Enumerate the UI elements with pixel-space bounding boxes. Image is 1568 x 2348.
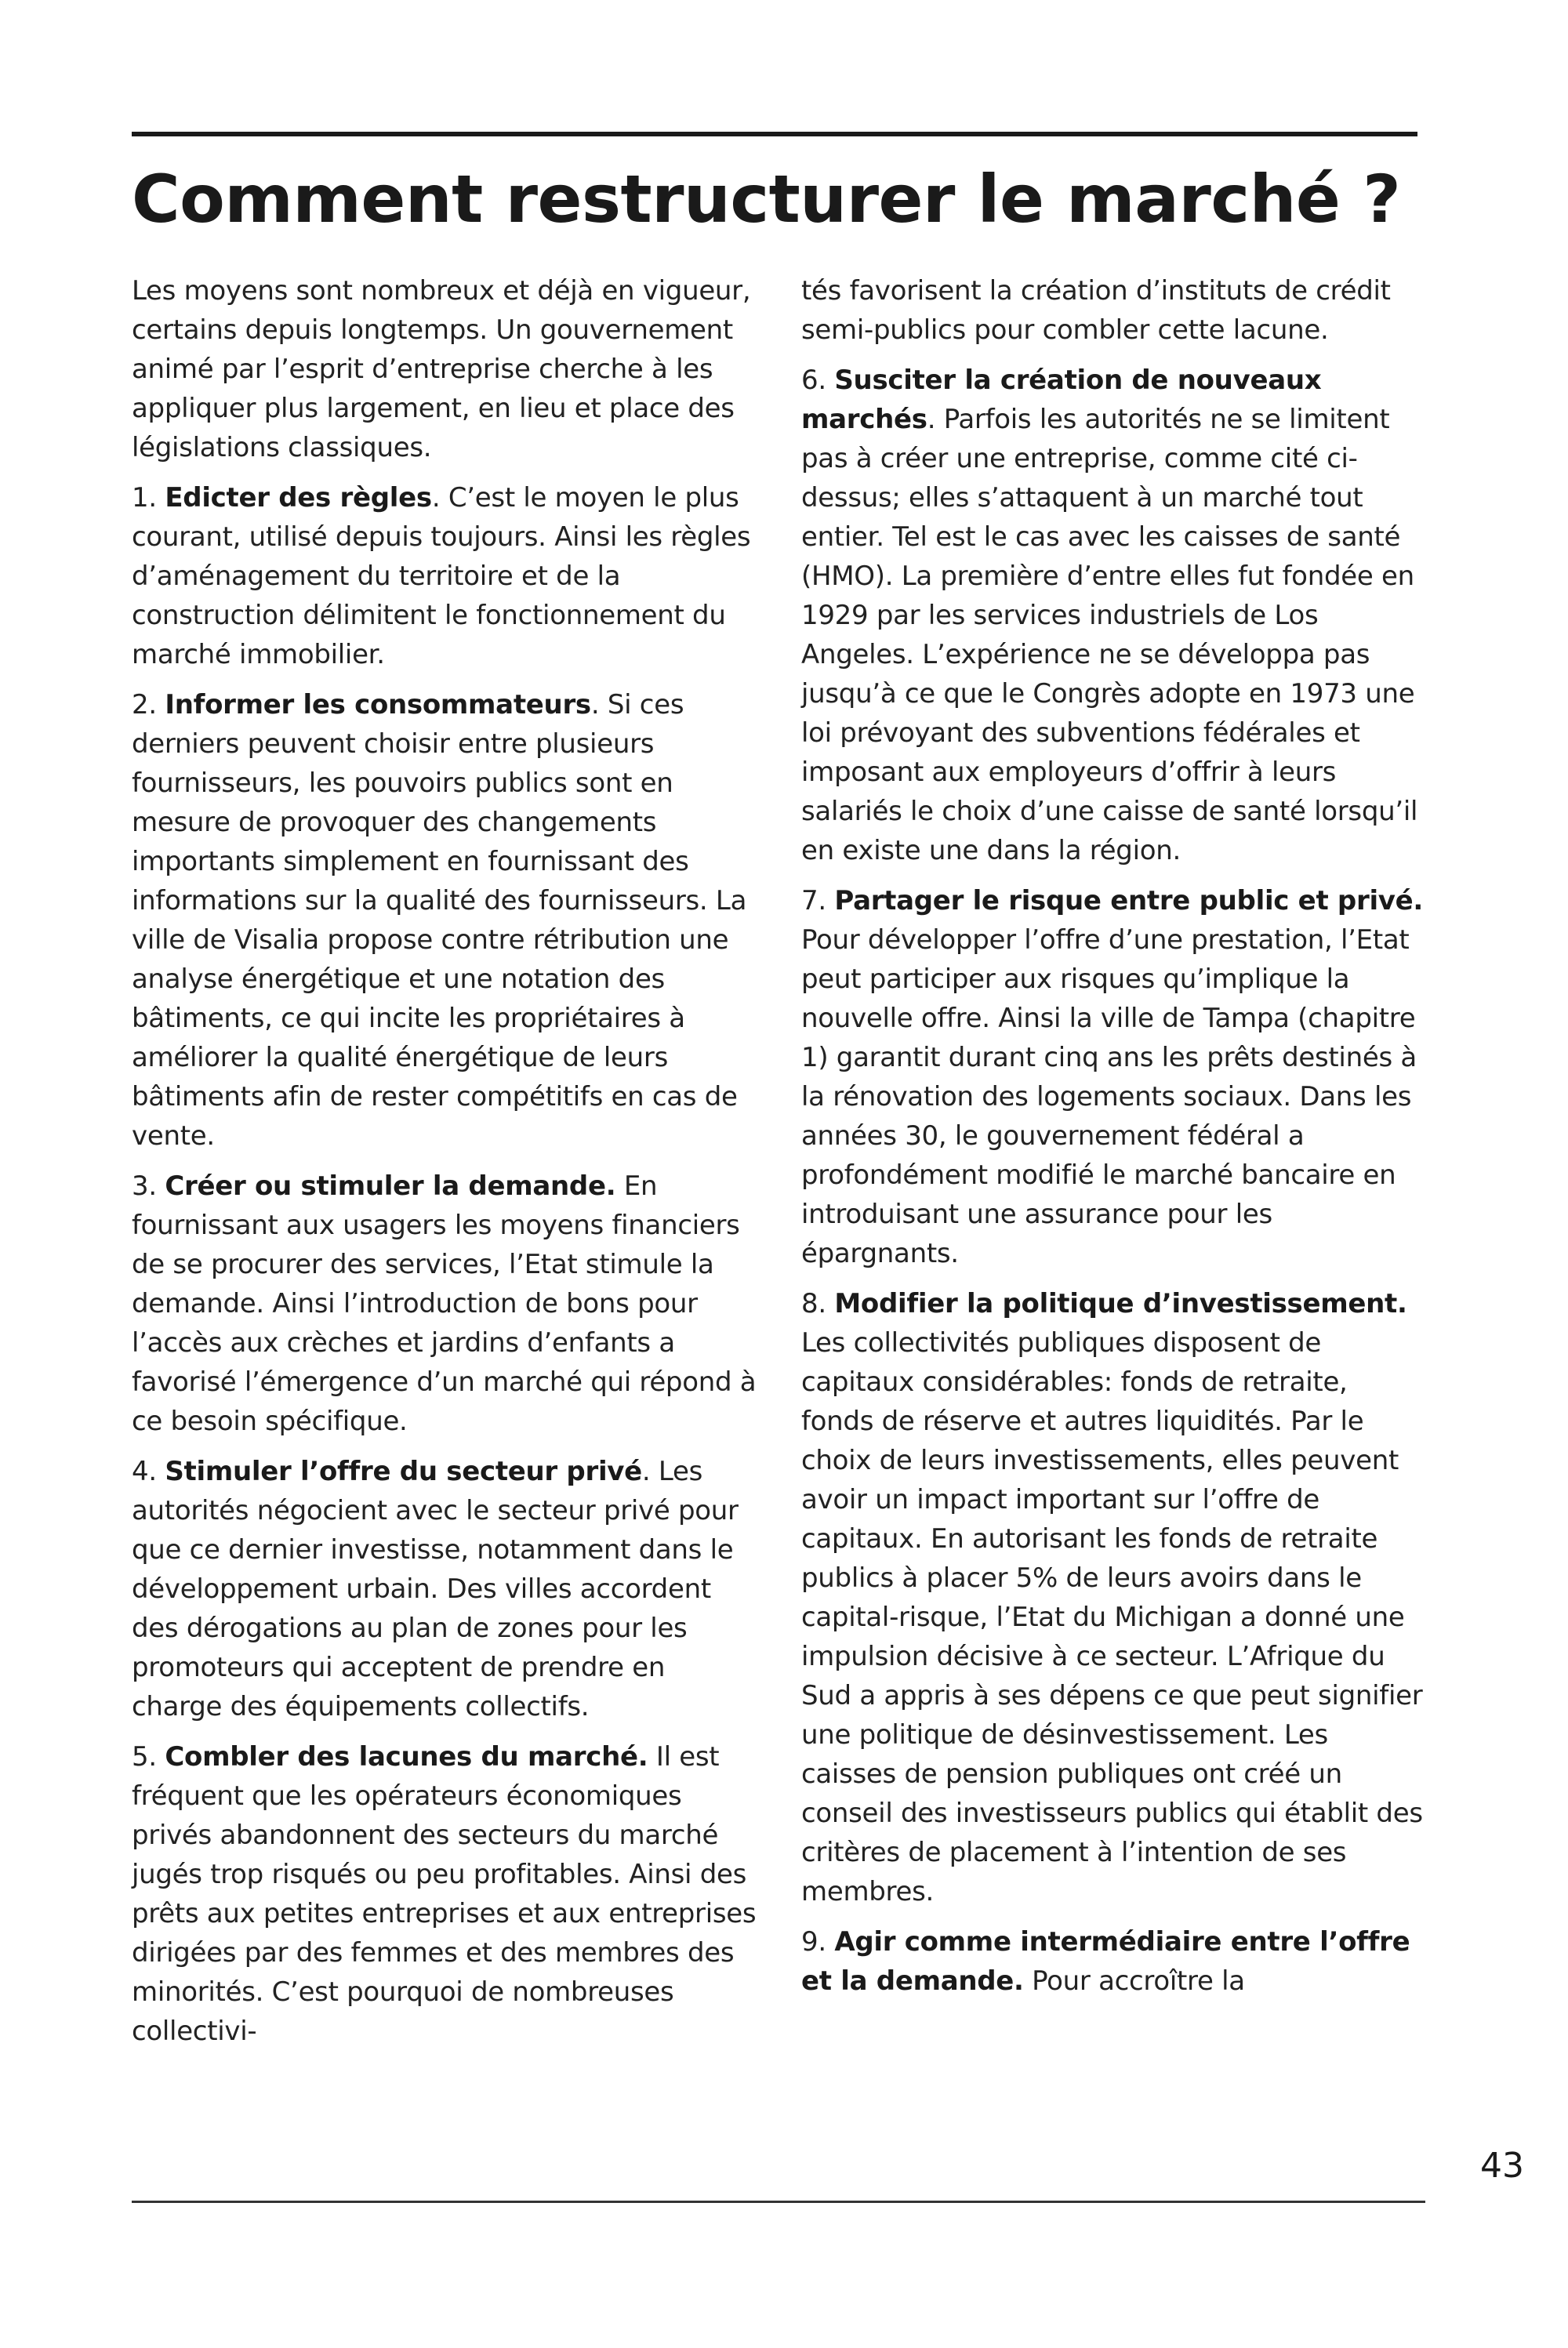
page-number: 43 [1480, 2146, 1524, 2186]
paragraph-heading: Créer ou stimuler la demande. [165, 1170, 616, 1202]
paragraph-heading: Informer les consommateurs [165, 689, 591, 720]
paragraph-text: . Parfois les autorités ne se limitent pas à créer une entreprise, comme cité ci-dessus; elles s’attaquent à un marché tout entier. Tel est le cas avec les caisses de santé (HMO). La première d’entre elles fut fondée en 1929 par les services industriels de Los Angeles. L’expérience ne se développa pas jusqu’à ce que le Congrès adopte en 1973 une loi prévoyant des subventions fédérales et imposant aux employeurs d’offrir à leurs salariés le choix d’une caisse de santé lorsqu’il en existe une dans la région. [801, 404, 1418, 866]
paragraph-heading: Susciter la création de nouveaux marchés [801, 365, 1322, 435]
paragraph-number: 8. [801, 1288, 835, 1319]
paragraph-text: . Les autorités négocient avec le secteur privé pour que ce dernier investisse, notamment dans le développement urbain. Des villes accordent des dérogations au plan de zones pour les promoteurs qui acceptent de prendre en charge des équipements collectifs. [132, 1456, 739, 1722]
paragraph-2 [132, 685, 757, 1156]
paragraph-heading: Edicter des règles [165, 482, 432, 514]
paragraph-heading: Partager le risque entre public et privé. [834, 885, 1424, 916]
paragraph-9 [801, 1922, 1427, 2001]
paragraph-text: . Si ces derniers peuvent choisir entre plusieurs fournisseurs, les pouvoirs publics sont en mesure de provoquer des changements importants simplement en fournissant des informations sur la qualité des fournisseurs. La ville de Visalia propose contre rétribution une analyse énergétique et une notation des bâtiments, ce qui incite les propriétaires à améliorer la qualité énergétique de leurs bâtiments afin de rester compétitifs en cas de vente. [132, 689, 747, 1152]
bottom-rule [132, 2201, 1425, 2203]
paragraph-heading: Stimuler l’offre du secteur privé [165, 1456, 642, 1487]
left-column [132, 271, 757, 2062]
paragraph-text: Les moyens sont nombreux et déjà en vigueur, certains depuis longtemps. Un gouvernement animé par l’esprit d’entreprise cherche à les appliquer plus largement, en lieu et place des législations classiques. [132, 275, 751, 463]
paragraph-1 [132, 478, 757, 674]
paragraph-text: Pour développer l’offre d’une prestation, l’Etat peut participer aux risques qu’implique la nouvelle offre. Ainsi la ville de Tampa (chapitre 1) garantit durant cinq ans les prêts destinés à la rénovation des logements sociaux. Dans les années 30, le gouvernement fédéral a profondément modifié le marché bancaire en introduisant une assurance pour les épargnants. [801, 924, 1417, 1269]
paragraph-number: 9. [801, 1926, 835, 1958]
paragraph-4 [132, 1452, 757, 1726]
paragraph-number: 4. [132, 1456, 165, 1487]
paragraph-number: 7. [801, 885, 835, 916]
paragraph-6 [801, 361, 1427, 870]
paragraph-number: 1. [132, 482, 165, 514]
paragraph-3 [132, 1167, 757, 1441]
paragraph-text: tés favorisent la création d’instituts de crédit semi-publics pour combler cette lacune. [801, 275, 1391, 346]
paragraph-heading: Modifier la politique d’investissement. [834, 1288, 1407, 1319]
paragraph-5 [132, 1737, 757, 2051]
paragraph-number: 2. [132, 689, 165, 720]
paragraph-text: En fournissant aux usagers les moyens financiers de se procurer des services, l’Etat stimule la demande. Ainsi l’introduction de bons pour l’accès aux crèches et jardins d’enfants a favorisé l’émergence d’un marché qui répond à ce besoin spécifique. [132, 1170, 757, 1437]
paragraph-text: Les collectivités publiques disposent de capitaux considérables: fonds de retraite, fonds de réserve et autres liquidités. Par le choix de leurs investissements, elles peuvent avoir un impact important sur l’offre de capitaux. En autorisant les fonds de retraite publics à placer 5% de leurs avoirs dans le capital-risque, l’Etat du Michigan a donné une impulsion décisive à ce secteur. L’Afrique du Sud a appris à ses dépens ce que peut signifier une politique de désinvestissement. Les caisses de pension publiques ont créé un conseil des investisseurs publics qui établit des critères de placement à l’intention de ses membres. [801, 1327, 1423, 1907]
paragraph-number: 5. [132, 1741, 165, 1773]
paragraph-heading: Agir comme intermédiaire entre l’offre et la demande. [801, 1926, 1410, 1997]
right-column [801, 271, 1427, 2012]
page-title: Comment restructurer le marché ? [132, 161, 1401, 238]
paragraph-intro [132, 271, 757, 467]
paragraph-text: Il est fréquent que les opérateurs économiques privés abandonnent des secteurs du marché jugés trop risqués ou peu profitables. Ainsi des prêts aux petites entreprises et aux entreprises dirigées par des femmes et des membres des minorités. C’est pourquoi de nombreuses collectivi- [132, 1741, 757, 2047]
paragraph-number: 3. [132, 1170, 165, 1202]
paragraph-text: Pour accroître la [1023, 1965, 1245, 1997]
paragraph-text: . C’est le moyen le plus courant, utilisé depuis toujours. Ainsi les règles d’aménagement du territoire et de la construction délimitent le fonctionnement du marché immobilier. [132, 482, 751, 670]
top-rule [132, 132, 1417, 136]
paragraph-7 [801, 881, 1427, 1273]
paragraph-continued [801, 271, 1427, 350]
paragraph-heading: Combler des lacunes du marché. [165, 1741, 648, 1773]
paragraph-8 [801, 1284, 1427, 1911]
paragraph-number: 6. [801, 365, 835, 396]
